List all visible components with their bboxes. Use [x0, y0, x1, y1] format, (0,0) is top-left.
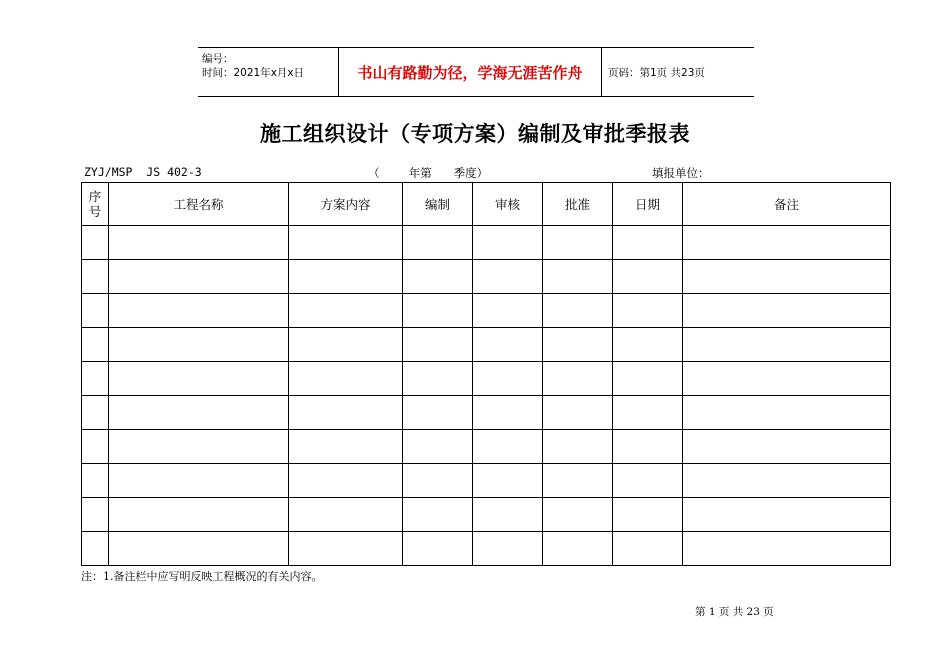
- table-cell[interactable]: [683, 362, 891, 396]
- table-cell[interactable]: [82, 328, 109, 362]
- table-cell[interactable]: [473, 430, 543, 464]
- table-row: [82, 226, 891, 260]
- table-cell[interactable]: [683, 328, 891, 362]
- table-cell[interactable]: [289, 294, 403, 328]
- column-header-prepared: 编制: [403, 183, 473, 226]
- number-label: 编号：: [202, 53, 234, 65]
- table-cell[interactable]: [473, 260, 543, 294]
- form-code: ZYJ/MSP JS 402-3: [84, 165, 202, 179]
- table-cell[interactable]: [403, 532, 473, 566]
- column-header-plan-content: 方案内容: [289, 183, 403, 226]
- table-cell[interactable]: [109, 430, 289, 464]
- column-header-approved: 批准: [543, 183, 613, 226]
- table-cell[interactable]: [289, 328, 403, 362]
- header-page-info: 页码：第1页 共23页: [608, 66, 705, 79]
- table-cell[interactable]: [473, 396, 543, 430]
- table-row: [82, 396, 891, 430]
- table-cell[interactable]: [473, 226, 543, 260]
- table-cell[interactable]: [109, 362, 289, 396]
- table-cell[interactable]: [289, 532, 403, 566]
- column-header-remarks: 备注: [683, 183, 891, 226]
- table-cell[interactable]: [289, 430, 403, 464]
- table-cell[interactable]: [613, 464, 683, 498]
- table-cell[interactable]: [683, 498, 891, 532]
- table-cell[interactable]: [82, 498, 109, 532]
- table-cell[interactable]: [613, 532, 683, 566]
- table-cell[interactable]: [613, 226, 683, 260]
- table-cell[interactable]: [109, 328, 289, 362]
- table-header-row: [82, 183, 891, 226]
- table-cell[interactable]: [82, 396, 109, 430]
- column-header-date: 日期: [613, 183, 683, 226]
- table-cell[interactable]: [403, 226, 473, 260]
- table-cell[interactable]: [543, 430, 613, 464]
- report-period: （ 年第 季度）: [368, 166, 489, 180]
- table-cell[interactable]: [473, 294, 543, 328]
- table-cell[interactable]: [289, 464, 403, 498]
- page-title: 施工组织设计（专项方案）编制及审批季报表: [260, 121, 690, 146]
- table-cell[interactable]: [403, 464, 473, 498]
- report-table: [81, 182, 891, 566]
- table-cell[interactable]: [543, 464, 613, 498]
- table-cell[interactable]: [82, 260, 109, 294]
- table-cell[interactable]: [543, 226, 613, 260]
- table-cell[interactable]: [109, 226, 289, 260]
- column-header-project-name: 工程名称: [109, 183, 289, 226]
- table-cell[interactable]: [543, 498, 613, 532]
- table-row: [82, 464, 891, 498]
- table-cell[interactable]: [613, 328, 683, 362]
- reporting-unit-label: 填报单位：: [652, 166, 710, 180]
- table-cell[interactable]: [683, 464, 891, 498]
- table-cell[interactable]: [613, 396, 683, 430]
- time-label: 时间：2021年x月x日: [202, 67, 305, 79]
- table-cell[interactable]: [289, 362, 403, 396]
- table-cell[interactable]: [403, 396, 473, 430]
- table-row: [82, 294, 891, 328]
- table-cell[interactable]: [403, 260, 473, 294]
- table-cell[interactable]: [683, 430, 891, 464]
- table-cell[interactable]: [543, 362, 613, 396]
- seq-header-bottom: 号: [88, 204, 102, 219]
- table-row: [82, 362, 891, 396]
- table-cell[interactable]: [82, 294, 109, 328]
- table-cell[interactable]: [109, 532, 289, 566]
- table-row: [82, 498, 891, 532]
- table-cell[interactable]: [473, 328, 543, 362]
- table-cell[interactable]: [613, 362, 683, 396]
- table-row: [82, 260, 891, 294]
- table-cell[interactable]: [109, 464, 289, 498]
- table-cell[interactable]: [473, 362, 543, 396]
- column-header-reviewed: 审核: [473, 183, 543, 226]
- table-cell[interactable]: [613, 498, 683, 532]
- table-cell[interactable]: [82, 226, 109, 260]
- table-cell[interactable]: [683, 226, 891, 260]
- table-cell[interactable]: [473, 532, 543, 566]
- table-cell[interactable]: [473, 464, 543, 498]
- table-cell[interactable]: [109, 294, 289, 328]
- table-row: [82, 430, 891, 464]
- seq-header-top: 序: [88, 189, 102, 204]
- header-meta-cell: [198, 48, 339, 96]
- column-header-seq: [82, 183, 109, 226]
- table-cell[interactable]: [403, 294, 473, 328]
- table-cell[interactable]: [683, 294, 891, 328]
- table-cell[interactable]: [82, 464, 109, 498]
- table-cell[interactable]: [473, 498, 543, 532]
- table-cell[interactable]: [613, 260, 683, 294]
- table-cell[interactable]: [289, 226, 403, 260]
- table-cell[interactable]: [543, 294, 613, 328]
- document-header: [198, 47, 754, 97]
- table-cell[interactable]: [683, 260, 891, 294]
- table-cell[interactable]: [403, 430, 473, 464]
- table-cell[interactable]: [543, 260, 613, 294]
- table-cell[interactable]: [543, 532, 613, 566]
- table-cell[interactable]: [82, 532, 109, 566]
- table-cell[interactable]: [289, 498, 403, 532]
- table-cell[interactable]: [289, 260, 403, 294]
- table-cell[interactable]: [683, 396, 891, 430]
- table-cell[interactable]: [543, 396, 613, 430]
- table-cell[interactable]: [403, 362, 473, 396]
- table-cell[interactable]: [403, 498, 473, 532]
- table-cell[interactable]: [613, 294, 683, 328]
- table-cell[interactable]: [82, 430, 109, 464]
- table-cell[interactable]: [82, 362, 109, 396]
- table-cell[interactable]: [109, 498, 289, 532]
- table-cell[interactable]: [543, 328, 613, 362]
- table-cell[interactable]: [109, 396, 289, 430]
- page-footer: 第 1 页 共 23 页: [695, 606, 774, 618]
- table-note: 注：1.备注栏中应写明反映工程概况的有关内容。: [81, 570, 323, 583]
- table-cell[interactable]: [613, 430, 683, 464]
- table-row: [82, 328, 891, 362]
- table-cell[interactable]: [289, 396, 403, 430]
- table-cell[interactable]: [403, 328, 473, 362]
- table-row: [82, 532, 891, 566]
- table-cell[interactable]: [109, 260, 289, 294]
- table-cell[interactable]: [683, 532, 891, 566]
- header-motto: 书山有路勤为径，学海无涯苦作舟: [339, 48, 602, 96]
